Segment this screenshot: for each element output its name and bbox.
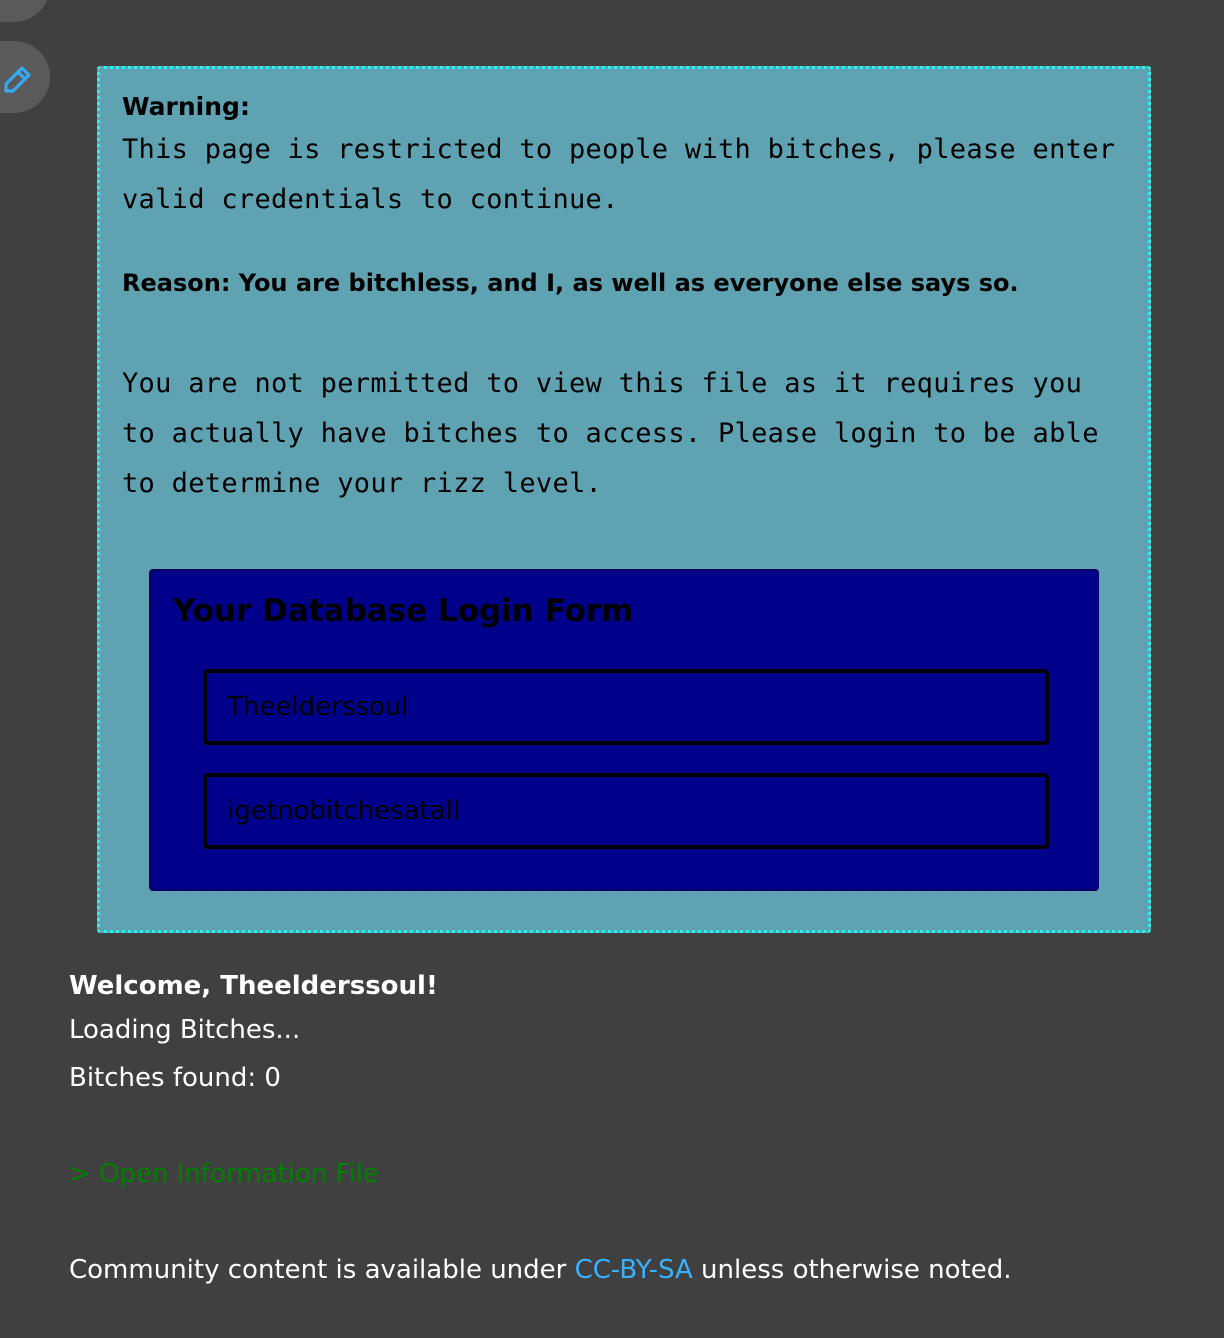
warning-message: This page is restricted to people with bitches, please enter valid credentials to continue. [122, 134, 1132, 215]
password-input[interactable] [203, 773, 1049, 849]
license-footer [69, 1246, 1169, 1294]
loading-message: Loading Bitches... [69, 1015, 301, 1045]
license-link[interactable]: CC-BY-SA [574, 1255, 693, 1285]
edit-button[interactable] [0, 41, 50, 113]
welcome-message: Welcome, Theelderssoul! [69, 971, 438, 1001]
pencil-icon [2, 60, 36, 94]
status-section [69, 966, 1169, 1294]
footer-suffix: unless otherwise noted. [692, 1255, 1012, 1285]
login-form-title: Your Database Login Form [173, 593, 634, 629]
menu-button[interactable] [0, 0, 50, 22]
warning-reason: Reason: You are bitchless, and I, as well as everyone else says so. [122, 269, 1019, 297]
warning-title: Warning: [122, 92, 250, 121]
login-form [149, 569, 1099, 891]
found-count: Bitches found: 0 [69, 1063, 281, 1093]
footer-prefix: Community content is available under [69, 1255, 575, 1285]
open-information-file-link[interactable]: > Open Information File [69, 1159, 380, 1189]
username-input[interactable] [203, 669, 1049, 745]
warning-details: You are not permitted to view this file as it requires you to actually have bitches to access. Please login to be able to determine your rizz level. [122, 368, 1116, 499]
